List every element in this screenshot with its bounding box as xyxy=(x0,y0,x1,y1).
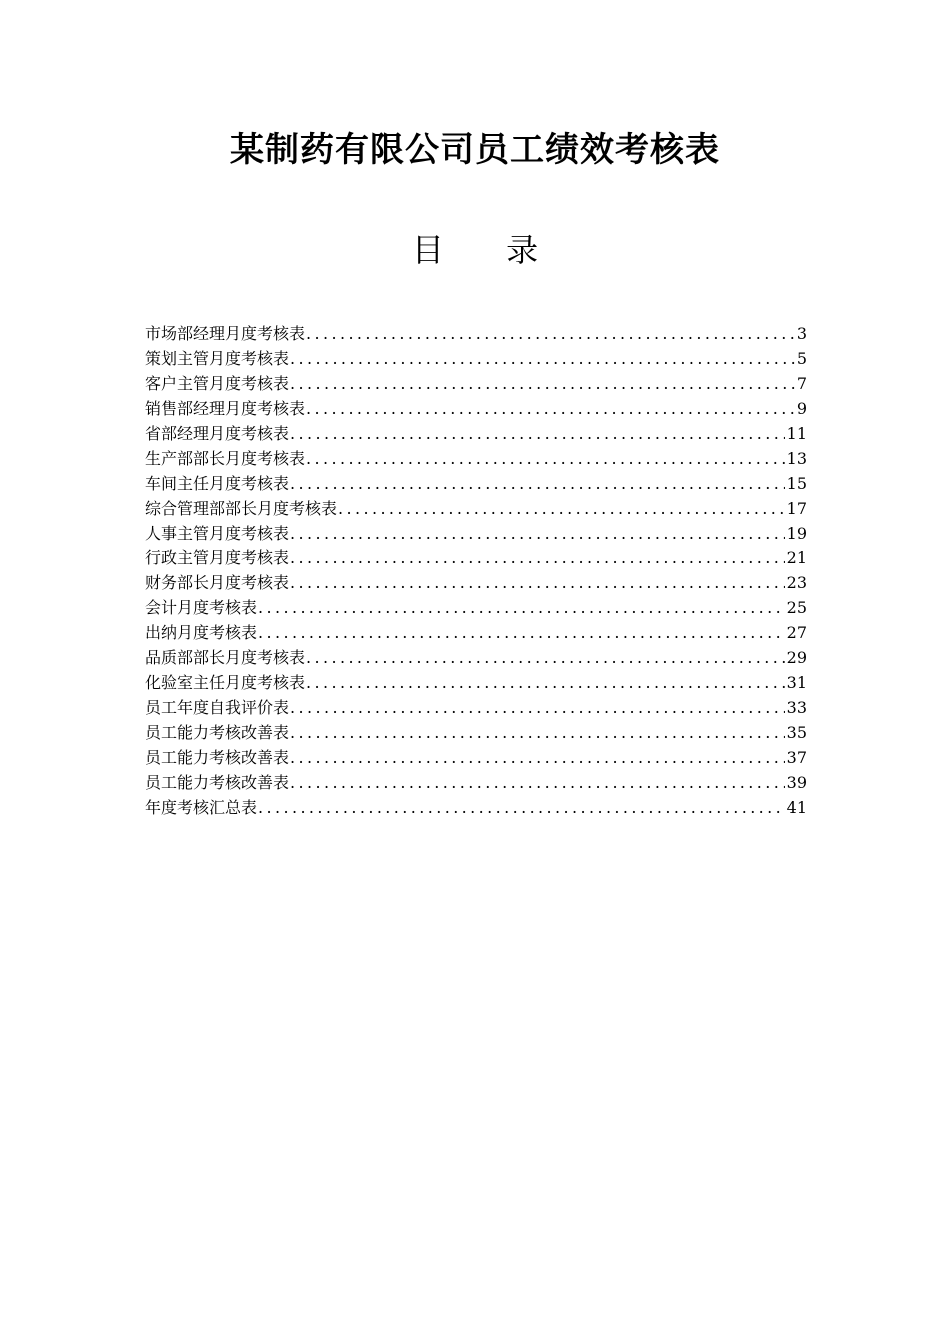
toc-entry-label: 市场部经理月度考核表 xyxy=(145,324,306,343)
toc-entry-page-number: 17 xyxy=(786,498,807,518)
toc-entry[interactable] xyxy=(145,472,807,497)
toc-entry-page-number: 41 xyxy=(786,797,807,817)
toc-entry[interactable] xyxy=(145,522,807,547)
toc-entry-page-number: 37 xyxy=(786,747,807,767)
toc-entry-page-number: 39 xyxy=(786,772,807,792)
toc-dot-leader xyxy=(290,746,785,771)
toc-entry-page-number: 21 xyxy=(786,548,807,568)
toc-entry-label: 策划主管月度考核表 xyxy=(145,348,290,368)
toc-entry-label: 员工能力考核改善表 xyxy=(145,723,290,742)
toc-entry-label: 品质部部长月度考核表 xyxy=(145,648,306,668)
toc-dot-leader xyxy=(258,621,785,646)
toc-entry-page-number: 9 xyxy=(796,398,807,418)
table-of-contents xyxy=(145,322,807,821)
toc-entry-label: 会计月度考核表 xyxy=(145,598,258,618)
toc-entry-label: 人事主管月度考核表 xyxy=(145,523,290,543)
toc-dot-leader xyxy=(338,497,785,522)
toc-entry-page-number: 33 xyxy=(786,698,807,718)
toc-dot-leader xyxy=(258,796,785,821)
toc-dot-leader xyxy=(306,322,795,347)
toc-dot-leader xyxy=(290,696,785,721)
toc-entry-label: 化验室主任月度考核表 xyxy=(145,673,306,693)
toc-entry-label: 生产部部长月度考核表 xyxy=(145,448,306,468)
toc-entry-label: 出纳月度考核表 xyxy=(145,623,258,643)
toc-dot-leader xyxy=(290,522,785,547)
toc-dot-leader xyxy=(290,472,785,497)
document-title: 某制药有限公司员工绩效考核表 xyxy=(230,130,720,170)
toc-dot-leader xyxy=(306,447,785,472)
toc-dot-leader xyxy=(290,771,785,796)
toc-entry[interactable] xyxy=(145,646,807,671)
toc-entry[interactable] xyxy=(145,322,807,347)
toc-entry[interactable] xyxy=(145,696,807,721)
toc-dot-leader xyxy=(290,546,785,571)
toc-entry[interactable] xyxy=(145,771,807,796)
toc-entry-label: 员工年度自我评价表 xyxy=(145,698,290,718)
toc-entry-label: 员工能力考核改善表 xyxy=(145,772,290,792)
toc-entry-label: 员工能力考核改善表 xyxy=(145,747,290,767)
toc-entry[interactable] xyxy=(145,372,807,397)
toc-entry[interactable] xyxy=(145,746,807,771)
toc-entry-page-number: 19 xyxy=(786,523,807,543)
toc-entry-label: 省部经理月度考核表 xyxy=(145,423,290,443)
toc-dot-leader xyxy=(290,372,795,397)
toc-entry-page-number: 15 xyxy=(786,473,807,493)
toc-entry-page-number: 27 xyxy=(786,623,807,643)
toc-dot-leader xyxy=(290,721,785,746)
toc-dot-leader xyxy=(258,596,785,621)
toc-entry-page-number: 13 xyxy=(786,448,807,468)
toc-dot-leader xyxy=(290,422,785,447)
toc-entry[interactable] xyxy=(145,497,807,522)
toc-entry-label: 年度考核汇总表 xyxy=(145,797,258,817)
toc-entry-label: 销售部经理月度考核表 xyxy=(145,398,306,418)
toc-entry-page-number: 5 xyxy=(796,348,807,368)
toc-entry[interactable] xyxy=(145,671,807,696)
toc-entry[interactable] xyxy=(145,447,807,472)
toc-entry-label: 客户主管月度考核表 xyxy=(145,373,290,393)
toc-dot-leader xyxy=(306,671,785,696)
toc-entry[interactable] xyxy=(145,347,807,372)
toc-dot-leader xyxy=(290,571,785,596)
toc-entry[interactable] xyxy=(145,422,807,447)
toc-entry-page-number: 31 xyxy=(786,673,807,693)
toc-entry[interactable] xyxy=(145,796,807,821)
toc-entry[interactable] xyxy=(145,621,807,646)
toc-entry-page-number: 3 xyxy=(796,324,807,343)
toc-heading: 目 录 xyxy=(411,231,565,269)
toc-entry-label: 财务部长月度考核表 xyxy=(145,573,290,593)
toc-entry[interactable] xyxy=(145,571,807,596)
toc-entry-page-number: 29 xyxy=(786,648,807,668)
toc-entry-page-number: 23 xyxy=(786,573,807,593)
toc-entry-page-number: 35 xyxy=(786,723,807,742)
toc-entry[interactable] xyxy=(145,397,807,422)
toc-entry-page-number: 7 xyxy=(796,373,807,393)
toc-entry-label: 综合管理部部长月度考核表 xyxy=(145,498,338,518)
toc-dot-leader xyxy=(306,646,785,671)
toc-entry[interactable] xyxy=(145,721,807,746)
toc-entry[interactable] xyxy=(145,546,807,571)
toc-entry-label: 车间主任月度考核表 xyxy=(145,473,290,493)
toc-dot-leader xyxy=(290,347,795,372)
toc-entry-label: 行政主管月度考核表 xyxy=(145,548,290,568)
toc-entry-page-number: 11 xyxy=(786,423,807,443)
toc-entry[interactable] xyxy=(145,596,807,621)
toc-entry-page-number: 25 xyxy=(786,598,807,618)
toc-dot-leader xyxy=(306,397,795,422)
